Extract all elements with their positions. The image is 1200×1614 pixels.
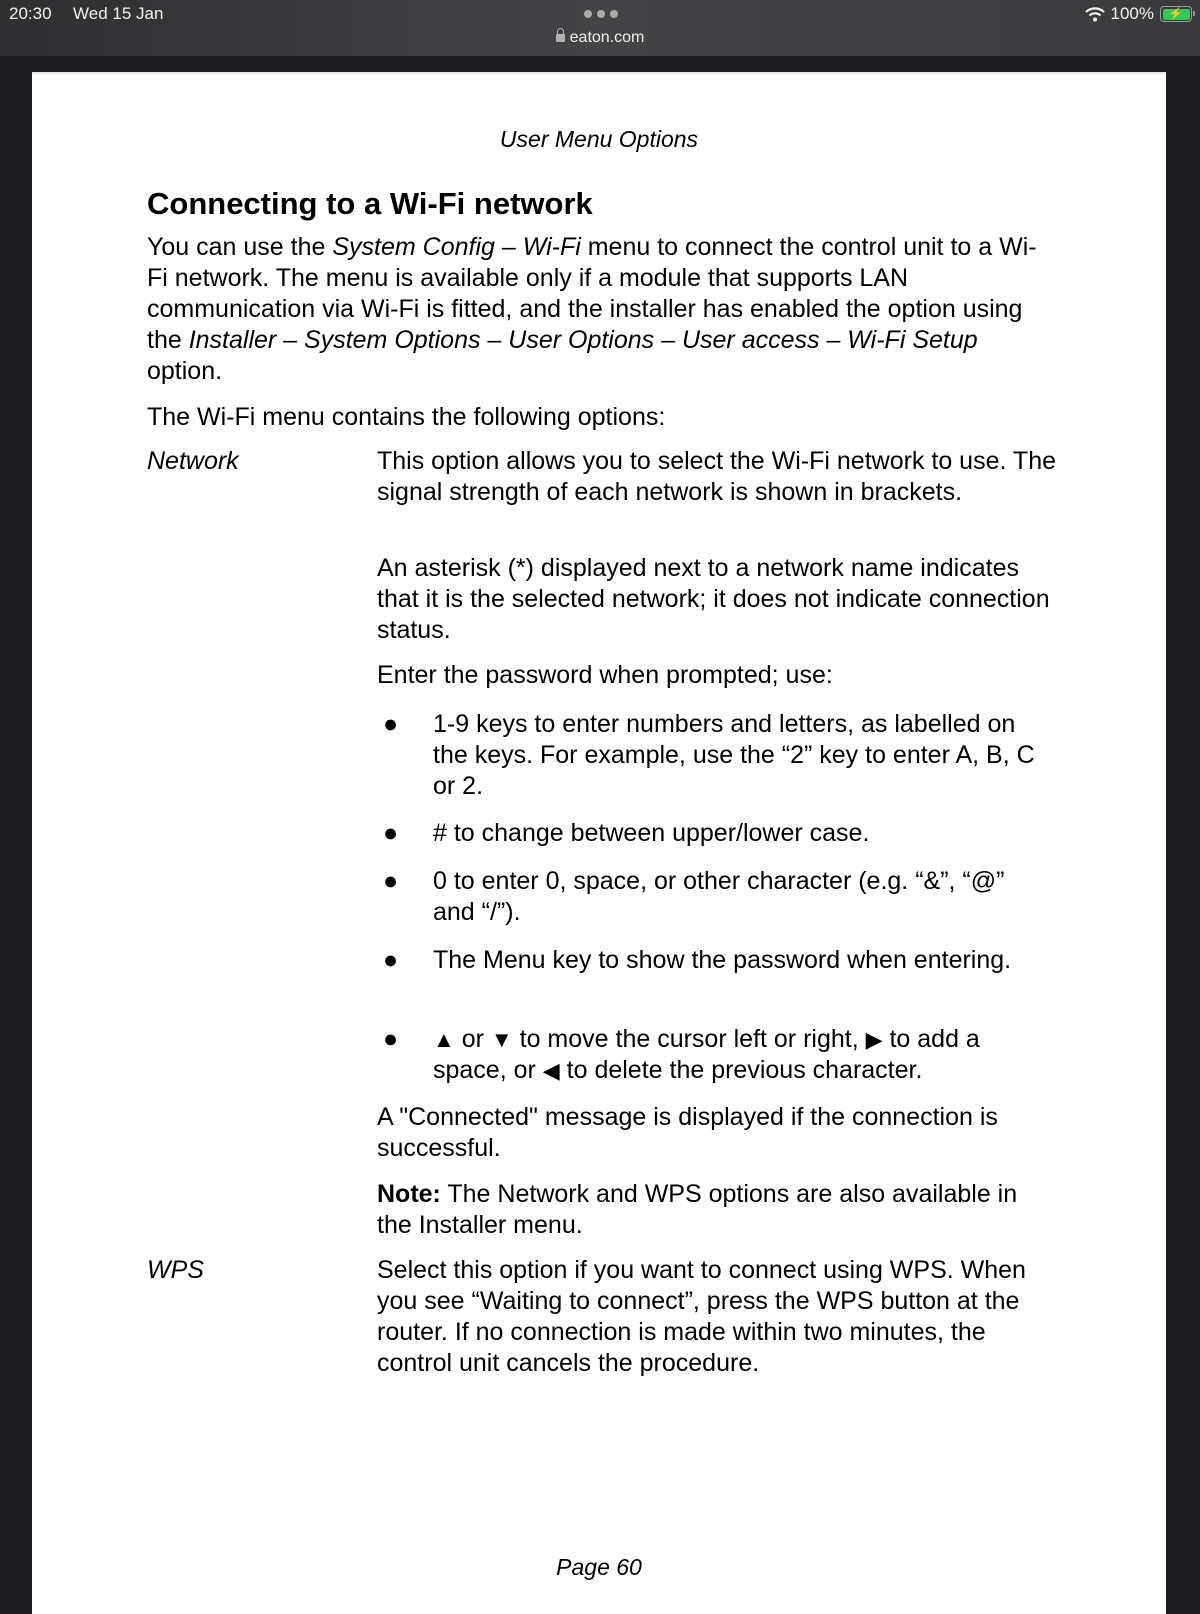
page-number: Page 60 — [556, 1554, 642, 1580]
right-arrow-icon: ▶ — [865, 1027, 883, 1052]
bullet-icon: ● — [383, 867, 399, 895]
bullet-icon: ● — [383, 710, 399, 738]
address-bar[interactable] — [0, 29, 1200, 47]
multitasking-dots-icon[interactable] — [584, 10, 618, 18]
intro-text: menu to connect the control unit to a Wi-Fi network. The menu is available only if a module that supports LAN communication via Wi-Fi is fitted, and the installer has enabled the option using the — [147, 233, 1037, 354]
bullet-text: or — [454, 1025, 491, 1053]
bullet-icon: ● — [383, 946, 399, 974]
wifi-icon — [1085, 7, 1105, 22]
status-right — [1085, 4, 1192, 24]
note-label: Note: — [377, 1180, 441, 1208]
note-text: The Network and WPS options are also available in the Installer menu. — [377, 1180, 1018, 1239]
term-wps: WPS — [147, 1256, 204, 1284]
asterisk-note: An asterisk (*) displayed next to a network name indicates that it is the selected network; it does not indicate connection status. — [377, 554, 1050, 644]
battery-charging-icon: ⚡ — [1160, 6, 1192, 22]
bullet-text: to move the cursor left or right, — [512, 1025, 866, 1053]
password-lead: Enter the password when prompted; use: — [377, 661, 833, 689]
bullet-text: # to change between upper/lower case. — [433, 819, 870, 847]
intro-text: option. — [147, 357, 223, 385]
network-description: This option allows you to select the Wi-Fi network to use. The signal strength of each network is shown in brackets. — [377, 447, 1057, 506]
bullet-text: 0 to enter 0, space, or other character (e.g. “&”, “@” and “/”). — [433, 867, 1005, 926]
down-arrow-icon: ▼ — [490, 1027, 513, 1052]
bullet-text: to delete the previous character. — [559, 1056, 923, 1084]
note — [377, 1179, 1057, 1241]
url-text: eaton.com — [569, 29, 645, 46]
bullet-text: The Menu key to show the password when entering. — [433, 946, 1012, 974]
bullet-text — [433, 1024, 1053, 1086]
running-header: User Menu Options — [499, 126, 699, 152]
intro-option-path: Installer – System Options – User Options – User access – Wi-Fi Setup — [188, 326, 978, 354]
intro-menu-path: System Config – Wi-Fi — [332, 233, 581, 261]
connected-message: A "Connected" message is displayed if the connection is successful. — [377, 1103, 998, 1162]
clock: 20:30 — [9, 4, 52, 23]
options-lead: The Wi-Fi menu contains the following options: — [147, 403, 666, 431]
wps-description: Select this option if you want to connect using WPS. When you see “Waiting to connect”, press the WPS button at the router. If no connection is made within two minutes, the control unit cancels the procedure. — [377, 1256, 1026, 1377]
bullet-text: to add a space, or — [433, 1025, 980, 1084]
bullet-icon: ● — [383, 1025, 399, 1053]
bullet-text: 1-9 keys to enter numbers and letters, as labelled on the keys. For example, use the “2” key to enter A, B, C or 2. — [433, 710, 1035, 800]
left-arrow-icon: ◀ — [542, 1058, 560, 1083]
bullet-icon: ● — [383, 819, 399, 847]
status-bar — [0, 0, 1200, 56]
date: Wed 15 Jan — [73, 4, 164, 23]
document-page — [32, 72, 1166, 1614]
intro-text: You can use the — [147, 233, 333, 261]
term-network: Network — [147, 447, 239, 475]
lock-icon — [556, 34, 565, 42]
up-arrow-icon: ▲ — [433, 1027, 455, 1052]
battery-percent: 100% — [1110, 4, 1154, 23]
section-title: Connecting to a Wi-Fi network — [147, 186, 593, 221]
intro-paragraph — [147, 232, 1047, 387]
